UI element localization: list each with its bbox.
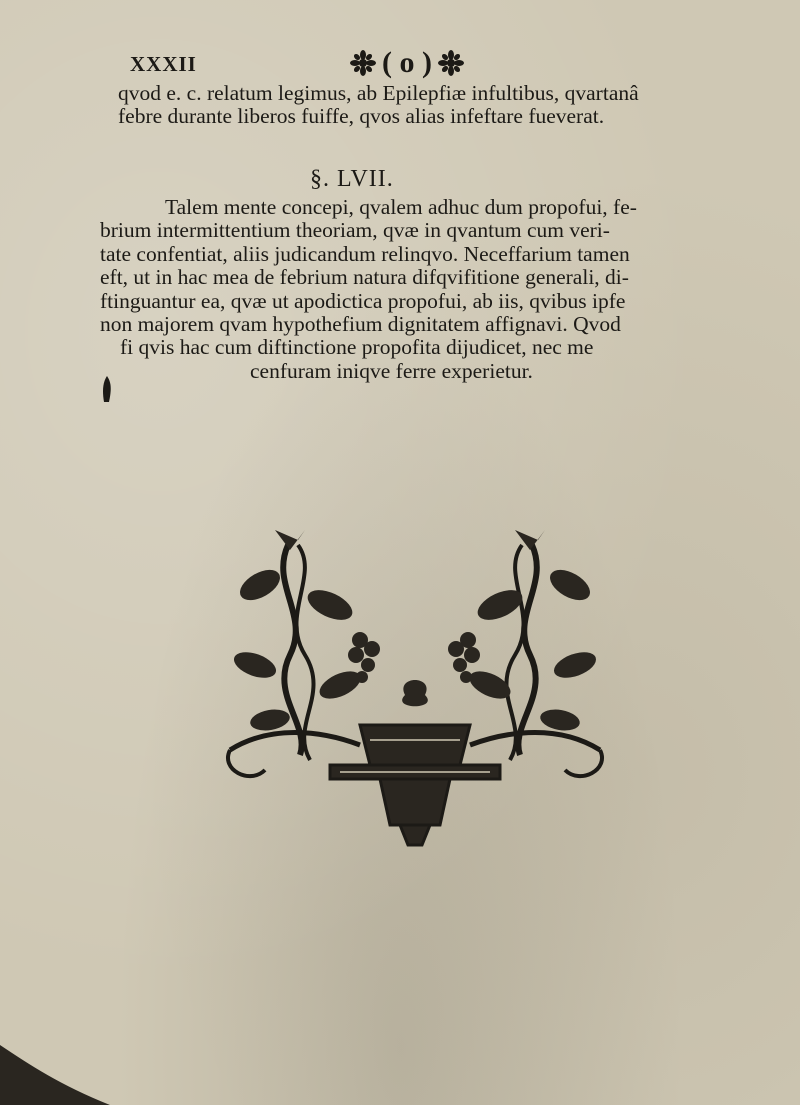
text-line: brium intermittentium theoriam, qvæ in qvantum cum veri- bbox=[100, 218, 610, 243]
ink-blot-mark bbox=[100, 374, 114, 404]
paragraph bbox=[100, 196, 790, 383]
page-number-group bbox=[350, 46, 464, 80]
opening-text bbox=[118, 82, 778, 128]
text-line: eft, ut in hac mea de febrium natura difqvifitione generali, di- bbox=[100, 265, 629, 290]
woodcut-vignette-icon bbox=[210, 525, 620, 855]
text-line: febre durante liberos fuiffe, qvos alias infeftare fueverat. bbox=[118, 104, 605, 128]
text-line: Talem mente concepi, qvalem adhuc dum propofui, fe- bbox=[165, 195, 637, 219]
fleuron-ornament-left-icon bbox=[350, 50, 376, 76]
text-line: ftinguantur ea, qvæ ut apodictica propofui, ab iis, qvibus ipfe bbox=[100, 288, 626, 313]
page-number: ( o ) bbox=[382, 46, 432, 79]
text-line: tate confentiat, aliis judicandum relinqvo. Neceffarium tamen bbox=[100, 241, 630, 266]
text-line: fi qvis hac cum diftinctione propofita dijudicet, nec me bbox=[120, 335, 594, 360]
section-heading: §. LVII. bbox=[310, 166, 394, 192]
text-line: cenfuram iniqve ferre experietur. bbox=[250, 358, 533, 383]
text-line: non majorem qvam hypothefium dignitatem affignavi. Qvod bbox=[100, 312, 621, 337]
signature-mark: XXXII bbox=[130, 52, 197, 76]
page-corner-shadow bbox=[0, 1015, 110, 1105]
fleuron-ornament-right-icon bbox=[438, 50, 464, 76]
text-line: qvod e. c. relatum legimus, ab Epilepfiæ infultibus, qvartanâ bbox=[118, 81, 639, 105]
